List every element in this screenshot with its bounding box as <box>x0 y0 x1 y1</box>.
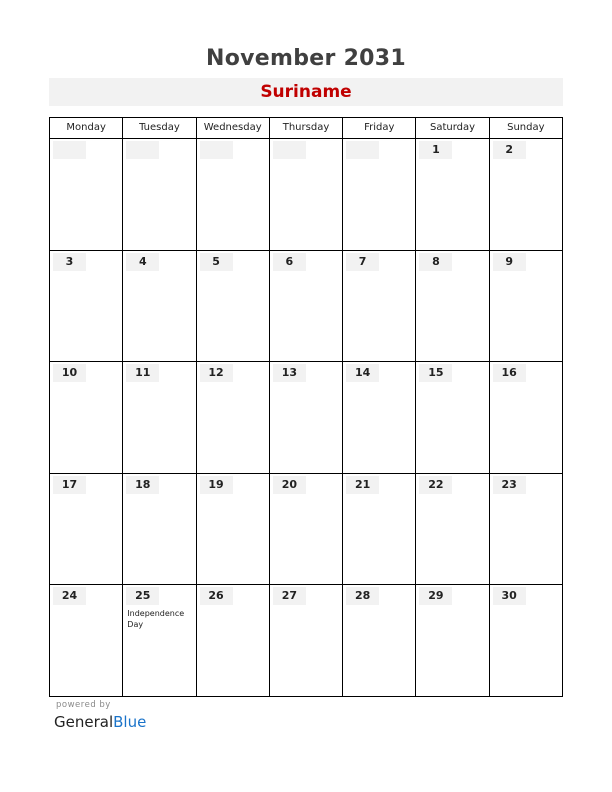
weekday-header-row <box>50 118 563 139</box>
day-cell <box>197 362 270 474</box>
day-cell <box>270 474 343 586</box>
day-cell <box>490 362 563 474</box>
day-number: 25 <box>126 587 159 605</box>
day-cell <box>343 139 416 251</box>
day-number: 3 <box>53 253 86 271</box>
day-cell <box>416 474 489 586</box>
day-cell <box>490 474 563 586</box>
brand-logo[interactable] <box>54 713 146 731</box>
day-number: 1 <box>419 141 452 159</box>
day-cell <box>197 139 270 251</box>
day-number: 4 <box>126 253 159 271</box>
day-cell <box>343 251 416 363</box>
weekday-monday: Monday <box>50 118 123 139</box>
day-number: 8 <box>419 253 452 271</box>
day-number <box>53 141 86 159</box>
week-row <box>50 362 563 474</box>
day-cell <box>197 474 270 586</box>
day-cell <box>197 585 270 697</box>
country-band <box>49 78 563 106</box>
day-number <box>273 141 306 159</box>
day-number: 22 <box>419 476 452 494</box>
day-number: 9 <box>493 253 526 271</box>
week-row <box>50 139 563 251</box>
day-number: 23 <box>493 476 526 494</box>
day-cell <box>50 139 123 251</box>
day-number: 13 <box>273 364 306 382</box>
day-number <box>126 141 159 159</box>
day-cell <box>416 362 489 474</box>
day-cell <box>270 139 343 251</box>
day-number: 16 <box>493 364 526 382</box>
weekday-sunday: Sunday <box>490 118 563 139</box>
powered-by-text: powered by <box>56 700 111 710</box>
day-cell <box>50 251 123 363</box>
day-number: 27 <box>273 587 306 605</box>
weekday-saturday: Saturday <box>416 118 489 139</box>
weekday-thursday: Thursday <box>270 118 343 139</box>
week-row <box>50 474 563 586</box>
day-number <box>200 141 233 159</box>
day-number: 5 <box>200 253 233 271</box>
country-name: Suriname <box>260 82 352 102</box>
day-number: 12 <box>200 364 233 382</box>
day-cell <box>343 474 416 586</box>
day-cell <box>490 139 563 251</box>
day-cell <box>416 251 489 363</box>
day-number: 19 <box>200 476 233 494</box>
weekday-tuesday: Tuesday <box>123 118 196 139</box>
day-number: 21 <box>346 476 379 494</box>
day-cell <box>50 362 123 474</box>
calendar-title: November 2031 <box>205 46 407 71</box>
day-cell <box>123 362 196 474</box>
day-number: 30 <box>493 587 526 605</box>
day-number: 14 <box>346 364 379 382</box>
day-cell <box>490 585 563 697</box>
day-cell <box>416 139 489 251</box>
day-cell <box>270 362 343 474</box>
week-row <box>50 585 563 697</box>
day-cell <box>123 251 196 363</box>
day-cell <box>50 585 123 697</box>
day-number: 2 <box>493 141 526 159</box>
weekday-wednesday: Wednesday <box>197 118 270 139</box>
day-cell <box>123 585 196 697</box>
day-cell <box>270 585 343 697</box>
weekday-friday: Friday <box>343 118 416 139</box>
brand-text-general: General <box>54 713 114 731</box>
day-number: 29 <box>419 587 452 605</box>
day-number: 15 <box>419 364 452 382</box>
day-cell <box>416 585 489 697</box>
day-number: 6 <box>273 253 306 271</box>
day-number: 17 <box>53 476 86 494</box>
day-number <box>346 141 379 159</box>
day-number: 28 <box>346 587 379 605</box>
day-cell <box>197 251 270 363</box>
day-cell <box>123 139 196 251</box>
day-number: 20 <box>273 476 306 494</box>
day-cell <box>270 251 343 363</box>
day-number: 26 <box>200 587 233 605</box>
day-number: 10 <box>53 364 86 382</box>
holiday-label: Independence Day <box>127 609 185 630</box>
week-row <box>50 251 563 363</box>
day-cell <box>343 362 416 474</box>
day-number: 7 <box>346 253 379 271</box>
calendar-grid <box>49 117 563 697</box>
day-number: 18 <box>126 476 159 494</box>
day-number: 24 <box>53 587 86 605</box>
brand-text-blue: Blue <box>113 713 147 731</box>
day-cell <box>343 585 416 697</box>
day-cell <box>490 251 563 363</box>
day-cell <box>50 474 123 586</box>
day-cell <box>123 474 196 586</box>
day-number: 11 <box>126 364 159 382</box>
